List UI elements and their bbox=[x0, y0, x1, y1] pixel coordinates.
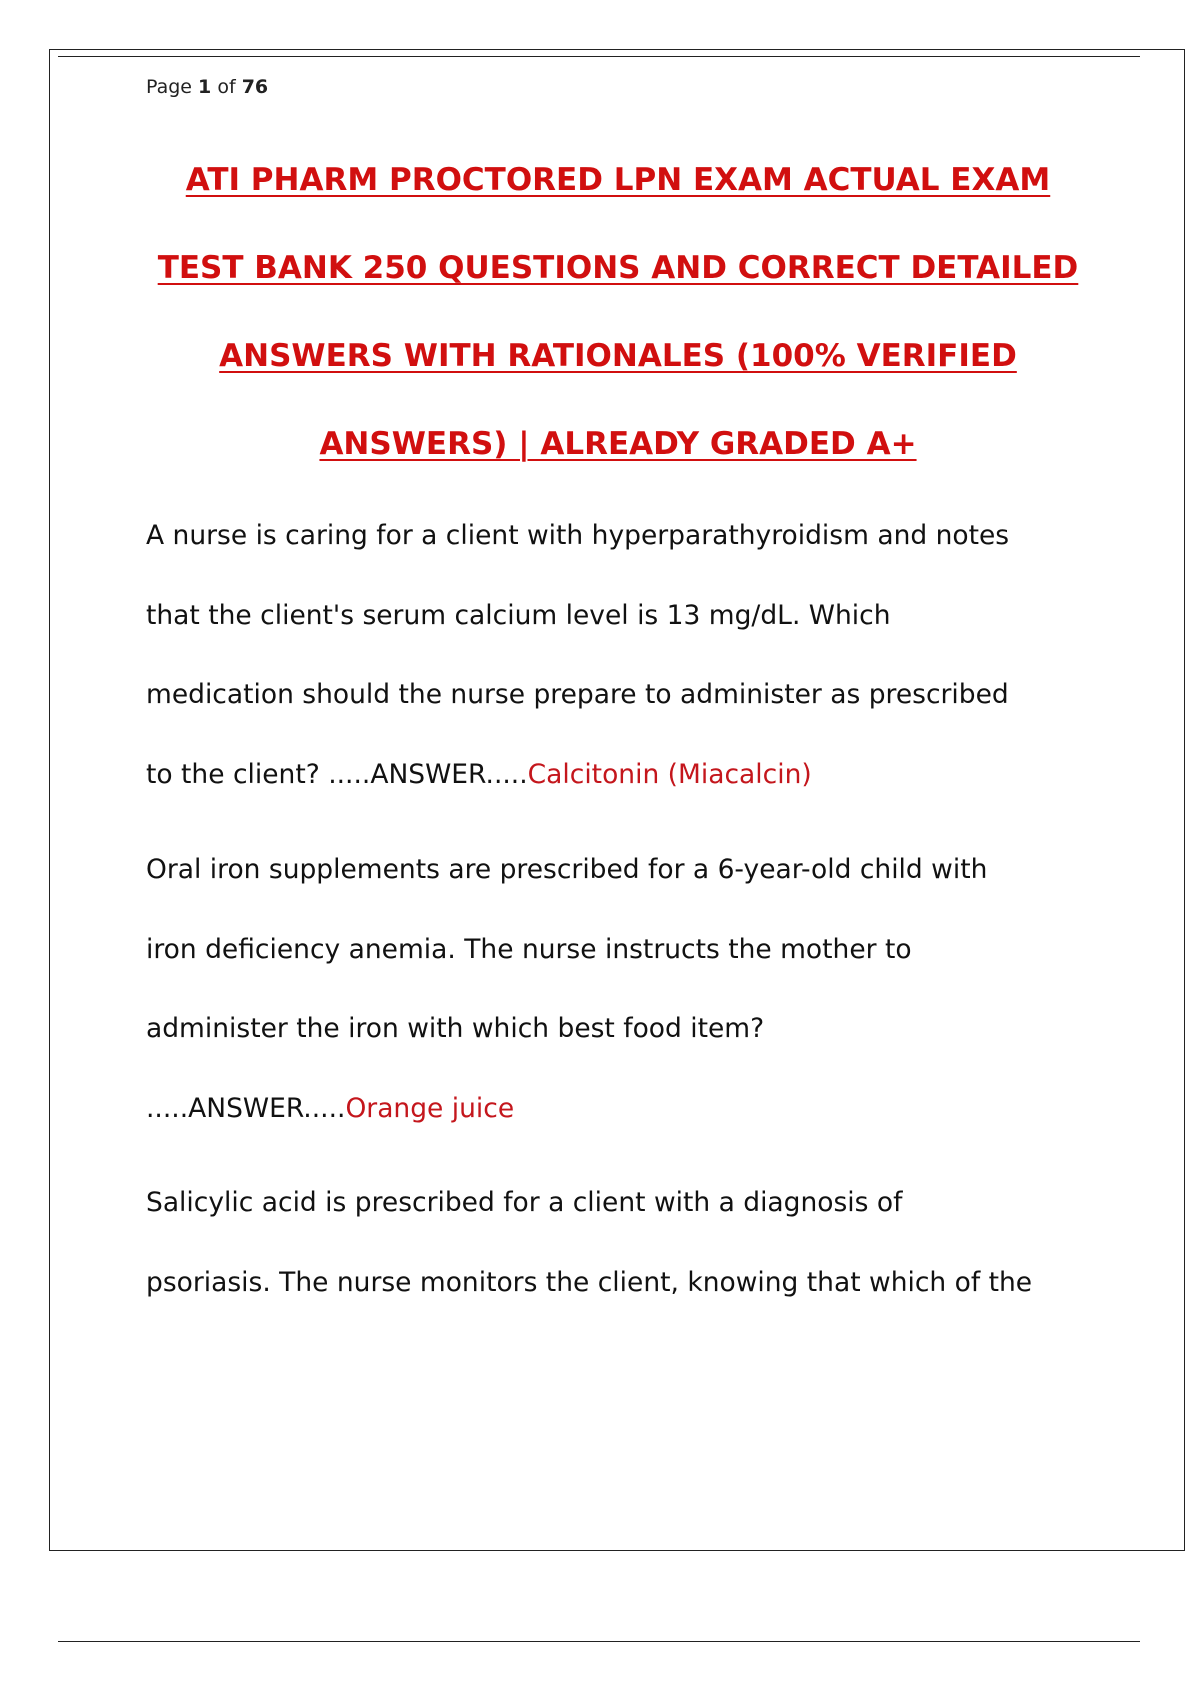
question-1-line-1: A nurse is caring for a client with hyperparathyroidism and notes bbox=[146, 520, 1010, 551]
question-1-answer-line bbox=[146, 735, 1090, 815]
question-3-line-1: Salicylic acid is prescribed for a client with a diagnosis of bbox=[146, 1187, 903, 1218]
question-1-line-3: medication should the nurse prepare to administer as prescribed bbox=[146, 679, 1009, 710]
question-2 bbox=[146, 830, 1090, 1148]
question-1-answer-prefix: to the client? .....ANSWER..... bbox=[146, 758, 528, 790]
question-3-line-2: psoriasis. The nurse monitors the client, knowing that which of the bbox=[146, 1266, 1033, 1298]
question-1 bbox=[146, 496, 1090, 814]
page-current: 1 bbox=[198, 76, 212, 98]
bottom-rule bbox=[58, 1641, 1140, 1642]
page-prefix: Page bbox=[146, 76, 199, 98]
question-2-answer-prefix: .....ANSWER..... bbox=[146, 1092, 346, 1124]
title-line-2: TEST BANK 250 QUESTIONS AND CORRECT DETAILED bbox=[157, 250, 1079, 286]
question-2-line-1: Oral iron supplements are prescribed for a 6-year-old child with bbox=[146, 854, 988, 885]
title-line-4: ANSWERS) | ALREADY GRADED A+ bbox=[319, 426, 917, 462]
page-of: of bbox=[211, 76, 242, 98]
question-1-answer: Calcitonin (Miacalcin) bbox=[527, 758, 812, 790]
question-2-answer-line bbox=[146, 1069, 1090, 1149]
page-total: 76 bbox=[241, 76, 269, 98]
question-1-line-2: that the client's serum calcium level is 13 mg/dL. Which bbox=[146, 599, 891, 631]
page-number bbox=[146, 76, 268, 98]
title-line-1: ATI PHARM PROCTORED LPN EXAM ACTUAL EXAM bbox=[185, 162, 1051, 198]
question-2-line-2: iron deficiency anemia. The nurse instructs the mother to bbox=[146, 933, 912, 965]
question-3 bbox=[146, 1163, 1090, 1322]
top-rule bbox=[58, 56, 1140, 57]
document-title bbox=[146, 136, 1090, 488]
question-2-line-3: administer the iron with which best food item? bbox=[146, 1013, 765, 1044]
question-2-answer: Orange juice bbox=[345, 1092, 515, 1124]
title-line-3: ANSWERS WITH RATIONALES (100% VERIFIED bbox=[219, 338, 1017, 374]
